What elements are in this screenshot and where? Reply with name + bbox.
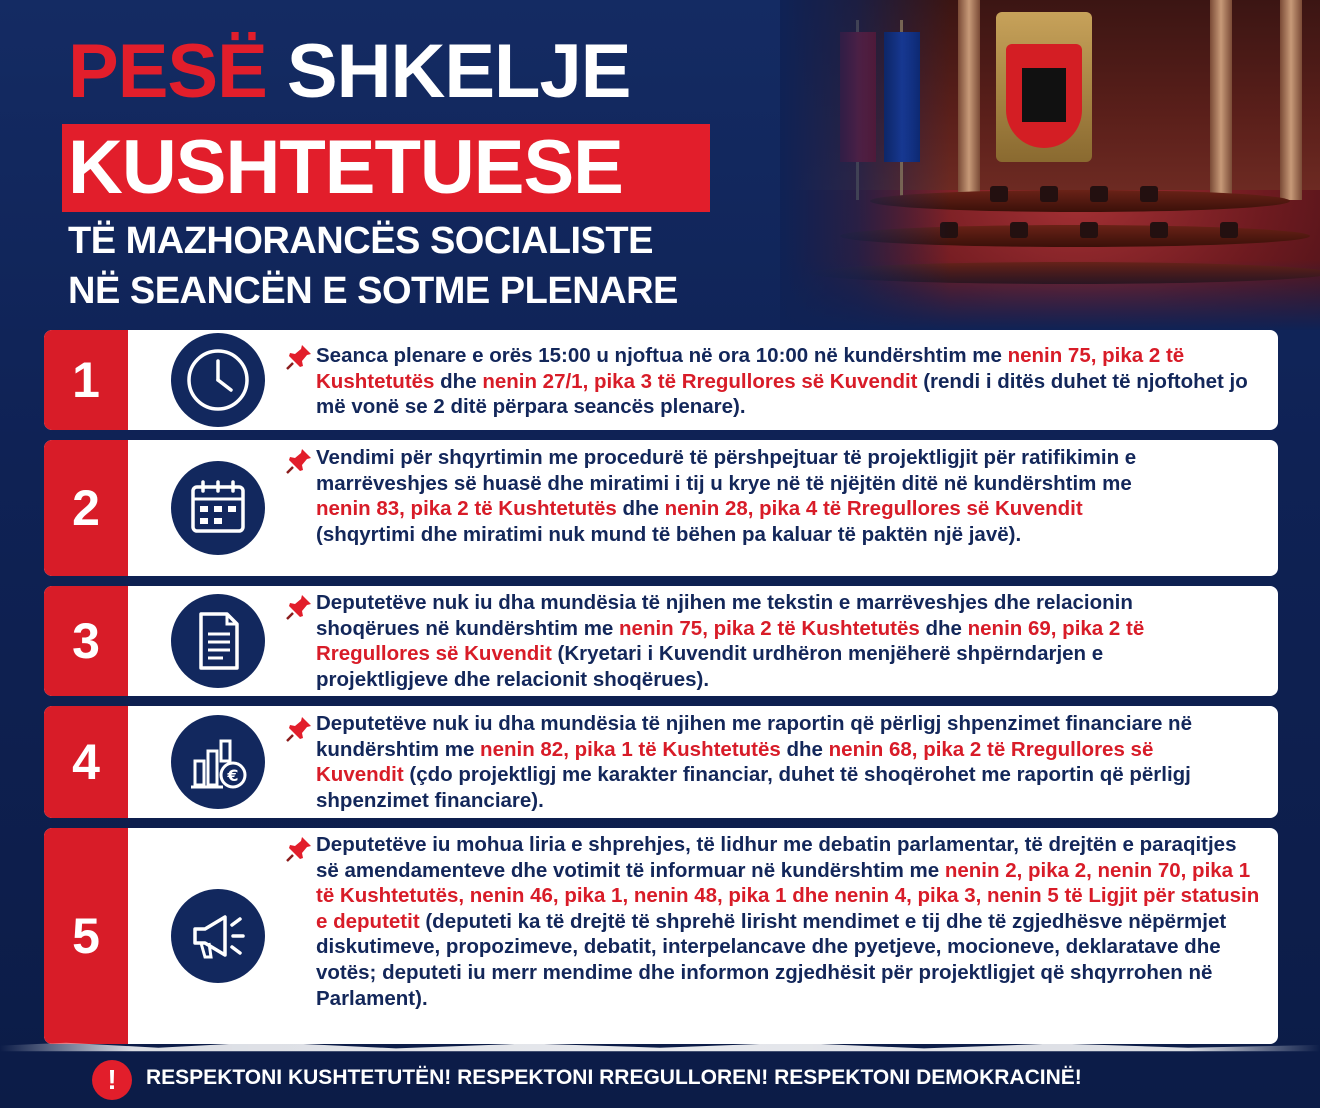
violation-row-3	[44, 586, 1278, 696]
text-segment: (çdo projektligj me karakter financiar, duhet të shoqërohet me raportin që përligj shpenzimet financiare).	[316, 763, 1191, 812]
violation-row-2	[44, 440, 1278, 576]
text-segment: dhe	[616, 497, 665, 521]
text-segment: (shqyrtimi dhe miratimi nuk mund të bëhen pa kaluar të paktën një javë).	[316, 522, 1022, 546]
headline-line-2: KUSHTETUESE	[68, 125, 623, 210]
pushpin-icon	[284, 342, 314, 372]
document-icon	[171, 594, 265, 688]
subtitle-line-1: TË MAZHORANCËS SOCIALISTE	[68, 220, 653, 262]
text-segment: Seanca plenare e orës 15:00 u njoftua në ora 10:00 në kundërshtim me	[316, 344, 1008, 367]
legal-reference: nenin 28, pika 4 të Rregullores së Kuvendit	[664, 497, 1083, 521]
legal-reference: nenin 75, pika 2 të Kushtetutës	[316, 344, 1185, 393]
text-segment: Deputetëve nuk iu dha mundësia të njihen me raportin që përligj shpenzimet financiare në kundërshtim me	[316, 712, 1192, 761]
legal-reference: nenin 2, pika 2, nenin 70, pika 1 të Kushtetutës, nenin 46, pika 1, nenin 48, pika 1 dhe nenin 4, pika 3, nenin 5 të Ligjit për statusin e deputetit	[316, 858, 1260, 933]
violation-text	[316, 445, 1164, 547]
svg-text:€: €	[227, 766, 239, 785]
megaphone-icon	[171, 889, 265, 983]
legal-reference: nenin 68, pika 2 të Rregullores së Kuvendit	[316, 737, 1154, 787]
legal-reference: nenin 69, pika 2 të Rregullores së Kuvendit	[316, 616, 1145, 666]
text-segment: dhe	[919, 616, 968, 640]
footer-banner	[40, 1050, 1280, 1108]
headline-line-1	[68, 30, 630, 114]
exclamation-icon: !	[92, 1060, 132, 1100]
text-segment: Vendimi për shqyrtimin me procedurë të përshpejtuar të projektligjit për ratifikimin e marrëveshjes së huasë dhe miratimi i tij u krye në të njëjtën ditë në kundërshtim me	[316, 446, 1137, 495]
violation-row-5	[44, 828, 1278, 1044]
legal-reference: nenin 27/1, pika 3 të Rregullores së Kuvendit	[482, 369, 918, 393]
violation-number: 5	[72, 908, 100, 964]
footer-slogan: RESPEKTONI KUSHTETUTËN! RESPEKTONI RREGULLOREN! RESPEKTONI DEMOKRACINË!	[146, 1066, 1082, 1089]
text-segment: Deputetëve nuk iu dha mundësia të njihen me tekstin e marrëveshjes dhe relacionin shoqërues në kundërshtim me	[316, 591, 1133, 640]
headline-word-red: PESË	[68, 29, 267, 114]
violation-text	[316, 343, 1264, 420]
violation-text	[316, 832, 1264, 1011]
text-segment: (deputeti ka të drejtë të shprehë lirisht mendimet e tij dhe të zgjedhësve nëpërmjet diskutimeve, propozimeve, debatit, interpelancave dhe pyetjeve, mocioneve, deklaratave dhe votës; deputeti iu merr mendime dhe informon zgjedhësit për projektligjet që shqyrrohen në Parlament).	[316, 909, 1227, 1010]
violation-row-1	[44, 330, 1278, 430]
pushpin-icon	[284, 592, 314, 622]
text-segment: dhe	[434, 369, 483, 393]
calendar-icon	[171, 461, 265, 555]
parliament-photo	[780, 0, 1320, 330]
text-segment: dhe	[780, 737, 829, 761]
pushpin-icon	[284, 714, 314, 744]
pushpin-icon	[284, 834, 314, 864]
text-segment: Deputetëve iu mohua liria e shprehjes, të lidhur me debatin parlamentar, të drejtën e paraqitjes së amendamenteve dhe votimit të informuar në kundërshtim me	[316, 833, 1237, 882]
text-segment: (rendi i ditës duhet të njoftohet jo më vonë se 2 ditë përpara seancës plenare).	[316, 369, 1248, 419]
coat-of-arms-icon	[996, 12, 1092, 162]
subtitle-line-2: NË SEANCËN E SOTME PLENARE	[68, 270, 678, 312]
legal-reference: nenin 83, pika 2 të Kushtetutës	[316, 497, 617, 521]
headline-highlight-box	[62, 124, 710, 212]
clock-icon	[171, 333, 265, 427]
legal-reference: nenin 75, pika 2 të Kushtetutës	[619, 616, 920, 640]
violation-text	[316, 711, 1224, 813]
pushpin-icon	[284, 446, 314, 476]
legal-reference: nenin 82, pika 1 të Kushtetutës	[480, 737, 781, 761]
violation-number: 1	[72, 352, 100, 408]
violation-number: 2	[72, 480, 100, 536]
headline-word-white: SHKELJE	[286, 29, 631, 114]
violation-number: 3	[72, 613, 100, 669]
violation-row-4	[44, 706, 1278, 818]
violation-number: 4	[72, 734, 100, 790]
text-segment: (Kryetari i Kuvendit urdhëron menjëherë shpërndarjen e projektligjeve dhe relacionit shoqërues).	[316, 642, 1104, 691]
violation-text	[316, 590, 1224, 692]
finance-chart-euro-icon	[171, 715, 265, 809]
